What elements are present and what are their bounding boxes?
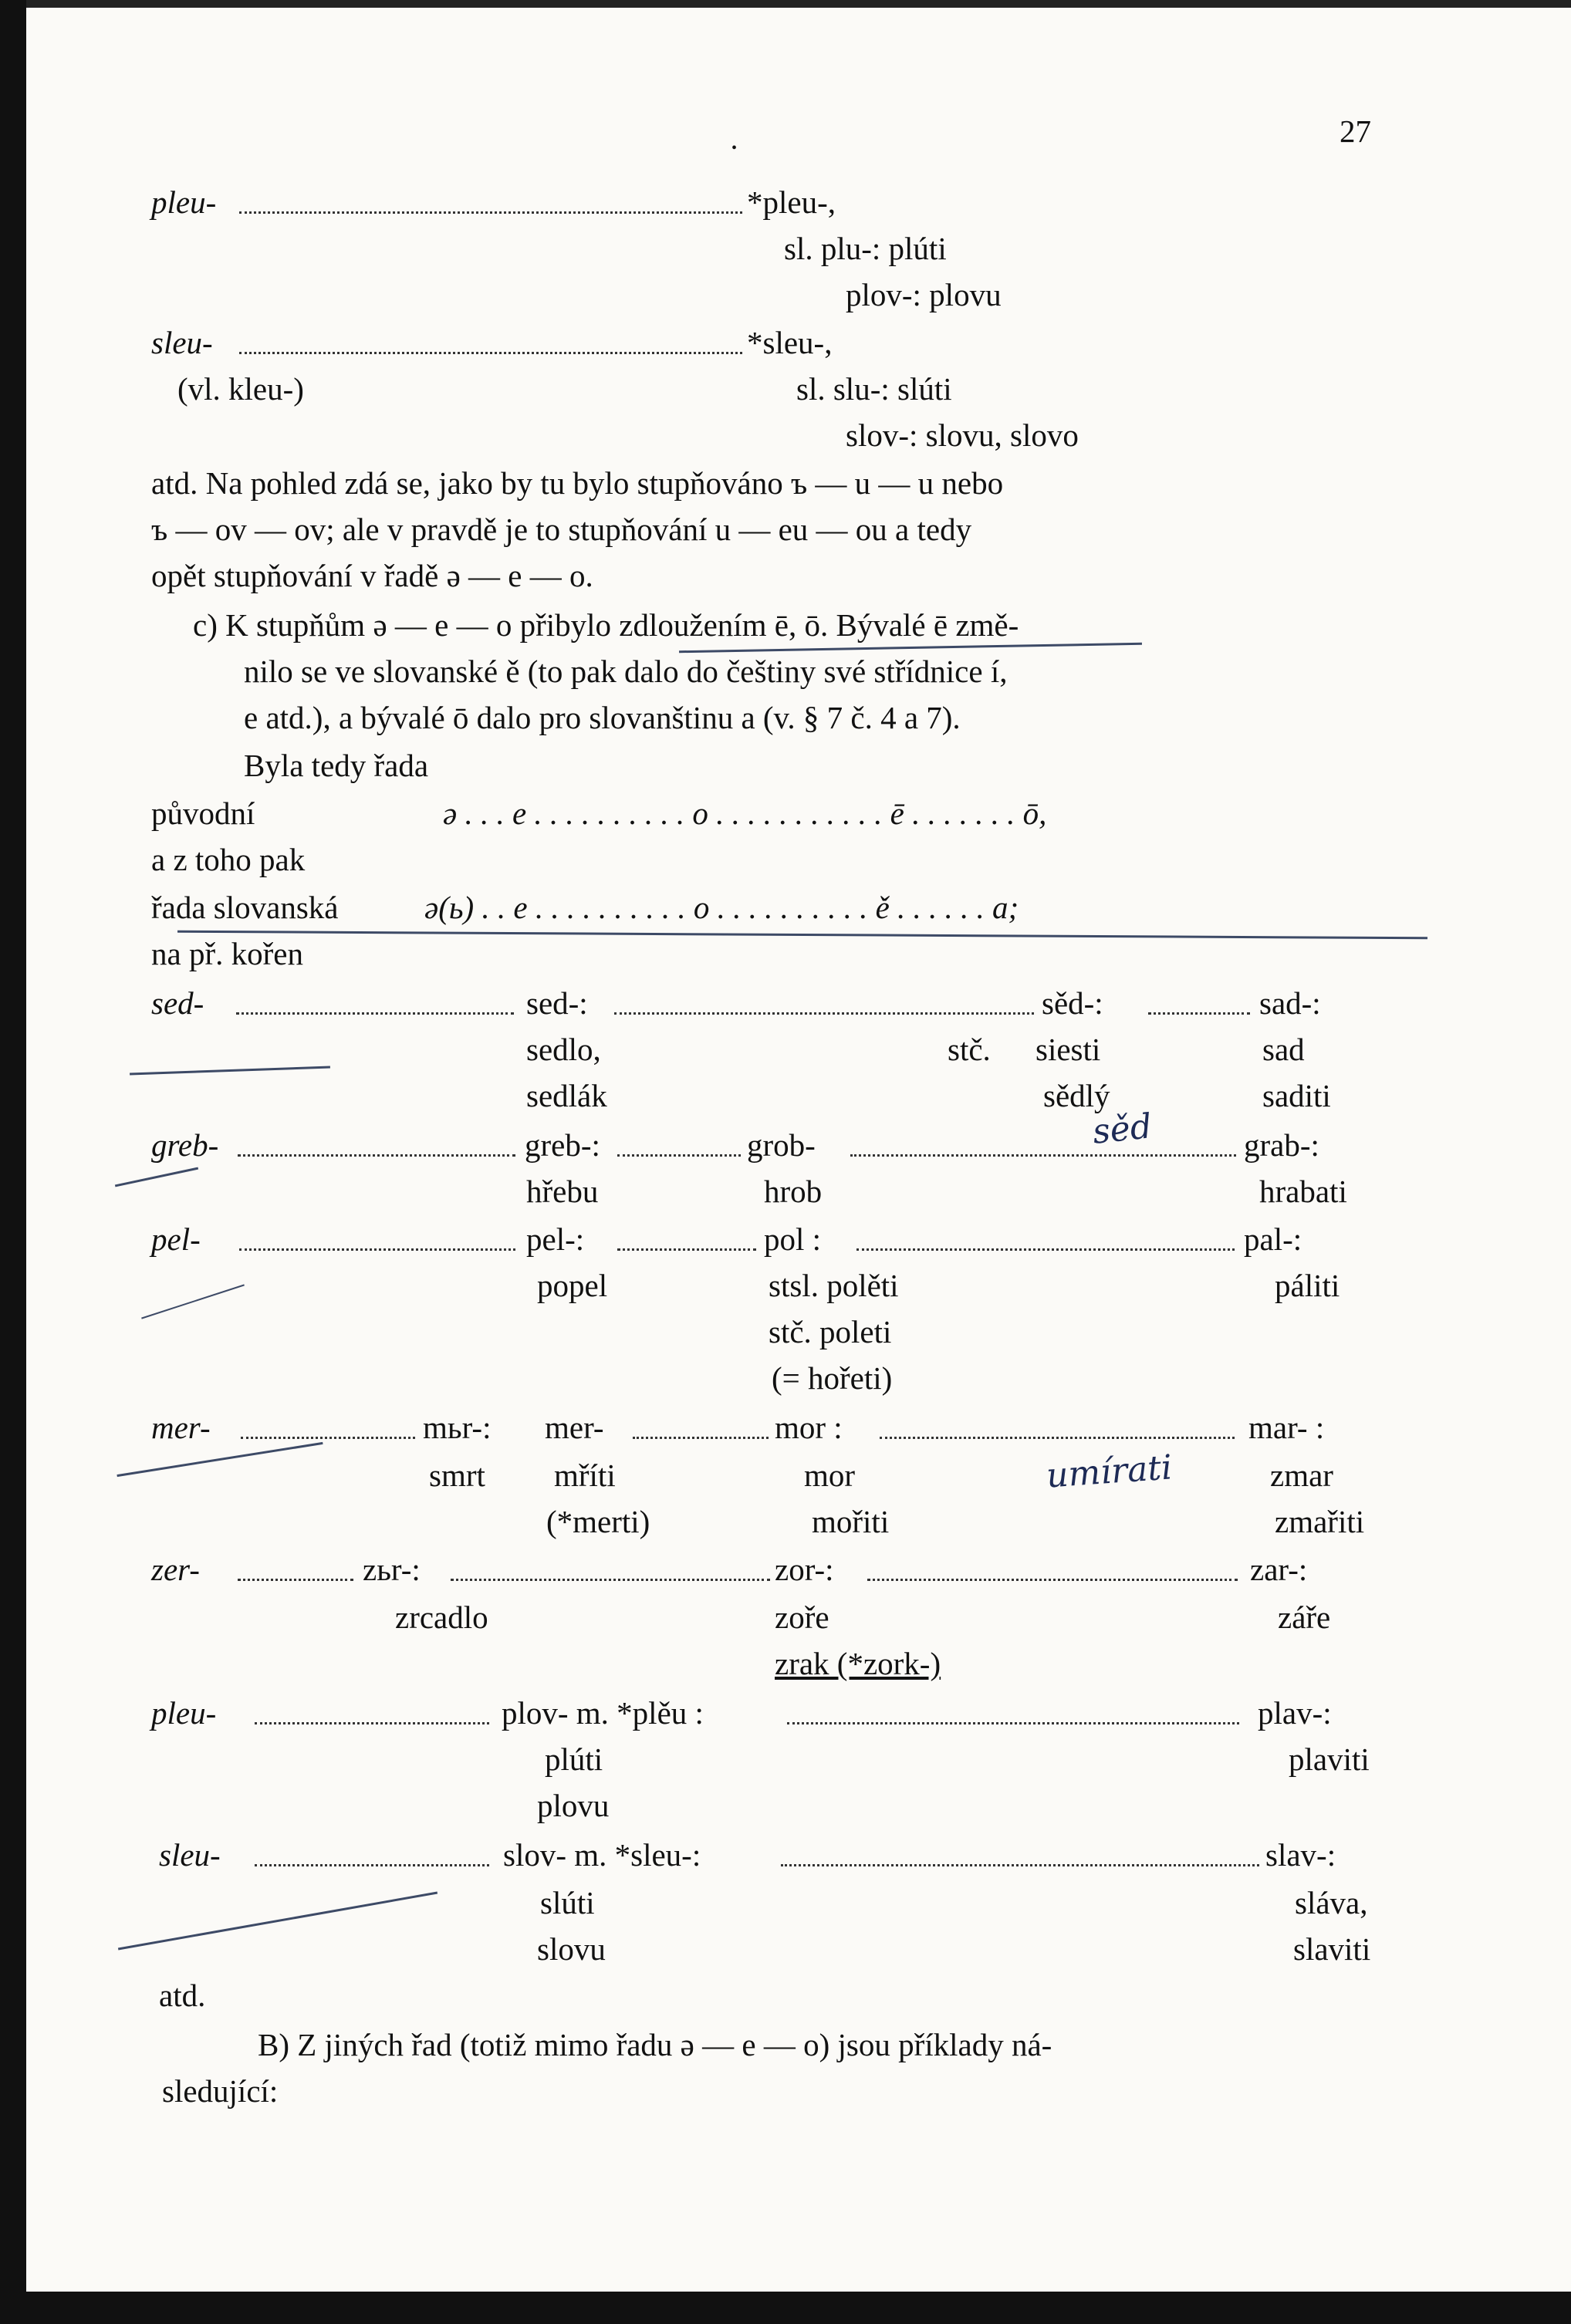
- sleu-star: *sleu-,: [747, 325, 833, 360]
- sed-c1a: sedlo,: [526, 1032, 601, 1067]
- mer-c2a: mor: [804, 1458, 856, 1493]
- sed-c3c: sědlý: [1043, 1078, 1110, 1113]
- greb-c2a: hrob: [764, 1174, 823, 1209]
- pencil-mark: [118, 1892, 438, 1951]
- root-sed: sed-: [151, 985, 204, 1021]
- mer-c1b: (*merti): [546, 1504, 650, 1539]
- dotted-leader: [850, 1154, 1236, 1157]
- dotted-leader: [787, 1722, 1239, 1724]
- dotted-leader: [867, 1579, 1238, 1581]
- scan-border-bottom: [0, 2292, 1571, 2324]
- sleu-c1: slov- m. *sleu-:: [503, 1837, 701, 1873]
- sed-c1: sed-:: [526, 985, 588, 1021]
- sed-c4: sad-:: [1259, 985, 1321, 1021]
- pel-c1: pel-:: [526, 1221, 585, 1257]
- sleu-c4: slav-:: [1265, 1837, 1336, 1873]
- mer-c1: mer-: [545, 1410, 604, 1445]
- zer-c4: zar-:: [1250, 1552, 1308, 1587]
- para1-line2: ъ — ov — ov; ale v pravdě je to stupňování u — eu — ou a tedy: [151, 512, 972, 547]
- dotted-leader: [1148, 1012, 1250, 1015]
- mer-c2b: mořiti: [812, 1504, 890, 1539]
- dotted-leader: [633, 1437, 769, 1439]
- root-mer: mer-: [151, 1410, 211, 1445]
- para2-line5: a z toho pak: [151, 842, 306, 877]
- pleu-c1a: plúti: [545, 1741, 603, 1777]
- zer-c2b: zrak (*zork-): [775, 1646, 941, 1681]
- scan-border-top: [0, 0, 1571, 8]
- mer-c1a: mříti: [554, 1458, 616, 1493]
- root-zer: zer-: [151, 1552, 200, 1587]
- handwritten-note: sěd: [1090, 1106, 1154, 1152]
- dotted-leader: [617, 1248, 756, 1251]
- zer-c0: zьr-:: [363, 1552, 421, 1587]
- root-greb: greb-: [151, 1127, 219, 1163]
- sleu-c4a: sláva,: [1295, 1885, 1368, 1920]
- zer-c2: zor-:: [775, 1552, 834, 1587]
- pencil-mark: [117, 1442, 323, 1477]
- pleu-sl: sl. plu-: plúti: [784, 231, 947, 266]
- pleu-plov: plov-: plovu: [846, 277, 1002, 312]
- pleu-c1: plov- m. *plěu :: [502, 1695, 704, 1731]
- dotted-leader: [238, 1154, 515, 1157]
- greb-c4: grab-:: [1244, 1127, 1319, 1163]
- para3-line1: B) Z jiných řad (totiž mimo řadu ə — e — o) jsou příklady ná-: [258, 2027, 1052, 2062]
- dotted-leader: [451, 1579, 770, 1581]
- greb-c4a: hrabati: [1259, 1174, 1347, 1209]
- zer-c0a: zrcadlo: [395, 1599, 488, 1635]
- sleu-slov: slov-: slovu, slovo: [846, 417, 1079, 453]
- root-sleu-table: sleu-: [159, 1837, 221, 1873]
- sed-c3a: stč.: [948, 1032, 991, 1067]
- sed-c3b: siesti: [1036, 1032, 1101, 1067]
- sed-c3: sěd-:: [1042, 985, 1103, 1021]
- para2-line4: Byla tedy řada: [244, 748, 429, 783]
- pencil-wavy-line: [177, 931, 1427, 939]
- handwritten-note: umírati: [1045, 1447, 1174, 1496]
- dotted-leader: [880, 1437, 1235, 1439]
- para2-line2: nilo se ve slovanské ě (to pak dalo do češtiny své střídnice í,: [244, 654, 1008, 689]
- puvodni-row: ə . . . e . . . . . . . . . . o . . . . . . . . . . . ē . . . . . . . ō,: [443, 795, 1047, 831]
- dotted-leader: [238, 1579, 353, 1581]
- sleu-sl: sl. slu-: slúti: [796, 371, 952, 407]
- pel-c4a: páliti: [1275, 1268, 1340, 1303]
- page-number: 27: [1340, 113, 1371, 149]
- atd-text: atd.: [159, 1978, 206, 2013]
- para2-line3: e atd.), a bývalé ō dalo pro slovanštinu a (v. § 7 č. 4 a 7).: [244, 700, 961, 735]
- pleu-c4a: plaviti: [1289, 1741, 1370, 1777]
- pleu-c1b: plovu: [537, 1788, 610, 1823]
- greb-c1: greb-:: [525, 1127, 600, 1163]
- scan-border-left: [0, 0, 26, 2324]
- pel-c2c: (= hořeti): [772, 1360, 893, 1396]
- dotted-leader: [239, 1248, 515, 1251]
- pel-c2a: stsl. polěti: [769, 1268, 899, 1303]
- speck: •: [731, 140, 738, 157]
- zer-c2a: zoře: [775, 1599, 829, 1635]
- mer-c4a: zmar: [1270, 1458, 1333, 1493]
- dotted-leader: [236, 1012, 514, 1015]
- root-pleu: pleu-: [151, 184, 217, 220]
- slovanska-row: ə(ь) . . e . . . . . . . . . . o . . . . . . . . . . ě . . . . . . a;: [424, 890, 1019, 925]
- pencil-mark: [141, 1284, 245, 1319]
- para2-line6: na př. kořen: [151, 936, 303, 971]
- pel-c1a: popel: [537, 1268, 608, 1303]
- pleu-star: *pleu-,: [747, 184, 836, 220]
- dotted-leader: [856, 1248, 1235, 1251]
- sed-c1b: sedlák: [526, 1078, 607, 1113]
- sleu-c1b: slovu: [537, 1931, 606, 1967]
- mer-c2: mor :: [775, 1410, 843, 1445]
- dotted-leader: [614, 1012, 1034, 1015]
- pencil-check: [115, 1167, 198, 1187]
- pel-c2: pol :: [764, 1221, 822, 1257]
- dotted-leader: [617, 1154, 741, 1157]
- para1-line3: opět stupňování v řadě ə — e — o.: [151, 558, 593, 593]
- mer-c0a: smrt: [429, 1458, 485, 1493]
- dotted-leader: [241, 1437, 415, 1439]
- pencil-underline: [679, 643, 1142, 653]
- slovanska-label: řada slovanská: [151, 890, 339, 925]
- dotted-leader: [239, 352, 742, 354]
- puvodni-label: původní: [151, 795, 255, 831]
- zer-c4a: záře: [1278, 1599, 1331, 1635]
- greb-c2: grob-: [747, 1127, 816, 1163]
- para3-line2: sledující:: [162, 2073, 279, 2109]
- sleu-c4b: slaviti: [1293, 1931, 1371, 1967]
- mer-c4: mar- :: [1248, 1410, 1325, 1445]
- mer-c4b: zmařiti: [1275, 1504, 1365, 1539]
- dotted-leader: [255, 1864, 489, 1866]
- pel-c4: pal-:: [1244, 1221, 1302, 1257]
- pencil-mark: [130, 1066, 330, 1075]
- pleu-c4: plav-:: [1258, 1695, 1332, 1731]
- mer-c0: mьr-:: [423, 1410, 492, 1445]
- dotted-leader: [239, 211, 742, 214]
- root-sleu: sleu-: [151, 325, 213, 360]
- sleu-c1a: slúti: [540, 1885, 595, 1920]
- sed-c4b: saditi: [1262, 1078, 1331, 1113]
- root-pel: pel-: [151, 1221, 201, 1257]
- dotted-leader: [781, 1864, 1259, 1866]
- dotted-leader: [255, 1722, 489, 1724]
- para1-line1: atd. Na pohled zdá se, jako by tu bylo stupňováno ъ — u — u nebo: [151, 465, 1004, 501]
- sleu-vl: (vl. kleu-): [177, 371, 304, 407]
- sed-c4a: sad: [1262, 1032, 1305, 1067]
- para2-line1: c) K stupňům ə — e — o přibylo zdloužením ē, ō. Bývalé ē změ-: [193, 607, 1019, 643]
- pel-c2b: stč. poleti: [769, 1314, 892, 1349]
- greb-c1a: hřebu: [526, 1174, 599, 1209]
- root-pleu-table: pleu-: [151, 1695, 217, 1731]
